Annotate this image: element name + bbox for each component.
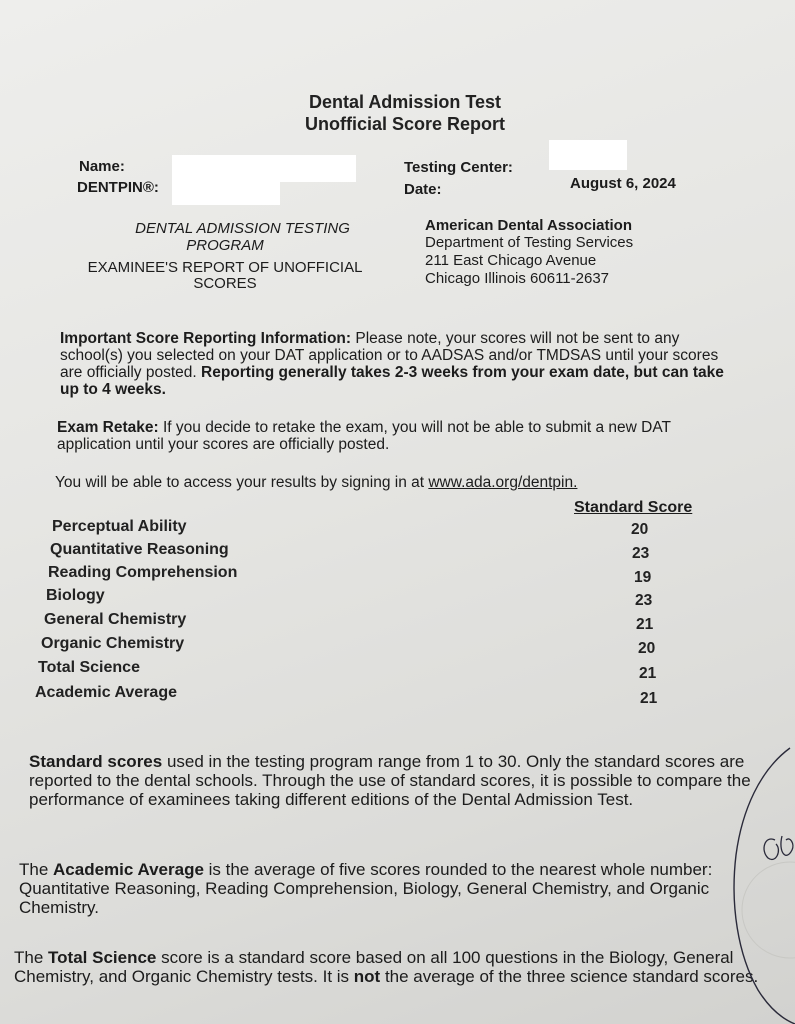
address-dept: Department of Testing Services xyxy=(425,234,634,251)
total-science-note-text2: the average of the three science standard scores. xyxy=(380,967,759,986)
standard-score-header: Standard Score xyxy=(574,499,693,516)
score-label-reading-comprehension: Reading Comprehension xyxy=(48,564,238,581)
total-science-note-bold: Total Science xyxy=(48,948,157,967)
score-value-general-chemistry: 21 xyxy=(636,616,654,633)
total-science-note-text1: score is a standard score based on all 100 questions in the Biology, General Chemistry, and Organic Chemistry tests. It is xyxy=(14,948,734,986)
program-line4: SCORES xyxy=(193,275,257,292)
program-line1: DENTAL ADMISSION TESTING xyxy=(135,220,350,237)
total-science-note-pre: The xyxy=(14,948,49,967)
important-info-heading: Important Score Reporting Information: xyxy=(60,330,352,347)
report-subtitle: Unofficial Score Report xyxy=(304,114,506,134)
date-label: Date: xyxy=(404,181,442,198)
date-value: August 6, 2024 xyxy=(570,175,676,192)
report-title: Dental Admission Test xyxy=(308,92,502,112)
score-label-general-chemistry: General Chemistry xyxy=(44,611,187,628)
score-label-total-science: Total Science xyxy=(38,659,140,676)
score-value-organic-chemistry: 20 xyxy=(638,640,656,657)
standard-scores-note xyxy=(29,752,759,809)
access-text: You will be able to access your results by signing in at xyxy=(55,474,429,491)
program-line3: EXAMINEE'S REPORT OF UNOFFICIAL xyxy=(87,259,363,276)
score-label-biology: Biology xyxy=(46,587,105,604)
testing-center-redaction xyxy=(549,140,627,170)
name-label: Name: xyxy=(79,158,125,175)
score-label-perceptual-ability: Perceptual Ability xyxy=(52,518,187,535)
academic-average-note-bold: Academic Average xyxy=(53,860,204,879)
dentpin-link[interactable]: www.ada.org/dentpin. xyxy=(428,474,578,491)
signature-stamp-mark xyxy=(720,740,795,1024)
testing-center-label: Testing Center: xyxy=(404,159,513,176)
address-city: Chicago Illinois 60611-2637 xyxy=(425,270,610,287)
score-label-organic-chemistry: Organic Chemistry xyxy=(41,635,185,652)
exam-retake-text: If you decide to retake the exam, you will not be able to submit a new DAT application until your scores are officially posted. xyxy=(57,419,671,453)
program-line2: PROGRAM xyxy=(186,237,264,254)
total-science-note-not: not xyxy=(353,967,381,986)
score-value-reading-comprehension: 19 xyxy=(634,569,652,586)
exam-retake-paragraph xyxy=(57,419,733,453)
dentpin-redaction xyxy=(172,182,280,205)
address-org: American Dental Association xyxy=(425,217,633,234)
score-label-academic-average: Academic Average xyxy=(35,684,177,701)
score-value-perceptual-ability: 20 xyxy=(631,521,649,538)
score-value-biology: 23 xyxy=(635,592,653,609)
important-info-bold: Reporting generally takes 2-3 weeks from your exam date, but can take up to 4 weeks. xyxy=(60,364,724,398)
dentpin-label: DENTPIN®: xyxy=(77,179,159,196)
score-value-quantitative-reasoning: 23 xyxy=(632,545,650,562)
name-redaction xyxy=(172,155,356,182)
important-info-paragraph xyxy=(60,330,732,398)
score-value-academic-average: 21 xyxy=(640,690,658,707)
total-science-note xyxy=(14,948,774,986)
standard-scores-note-bold: Standard scores xyxy=(29,752,163,771)
standard-scores-note-text: used in the testing program range from 1 to 30. Only the standard scores are reported to the dental schools. Through the use of standard scores, it is possible to compare the performance of examinees taking different editions of the Dental Admission Test. xyxy=(29,752,751,809)
score-value-total-science: 21 xyxy=(639,665,657,682)
important-info-text: Please note, your scores will not be sent to any school(s) you selected on your DAT application or to AADSAS and/or TMDSAS until your scores are officially posted. xyxy=(60,330,719,381)
exam-retake-heading: Exam Retake: xyxy=(57,419,159,436)
access-line xyxy=(55,474,577,492)
academic-average-note xyxy=(19,860,754,917)
score-label-quantitative-reasoning: Quantitative Reasoning xyxy=(50,541,229,558)
academic-average-note-text: is the average of five scores rounded to the nearest whole number: Quantitative Reasoning, Reading Comprehension, Biology, General Chemistry, and Organic Chemistry. xyxy=(19,860,713,917)
academic-average-note-pre: The xyxy=(19,860,54,879)
address-street: 211 East Chicago Avenue xyxy=(425,252,597,269)
